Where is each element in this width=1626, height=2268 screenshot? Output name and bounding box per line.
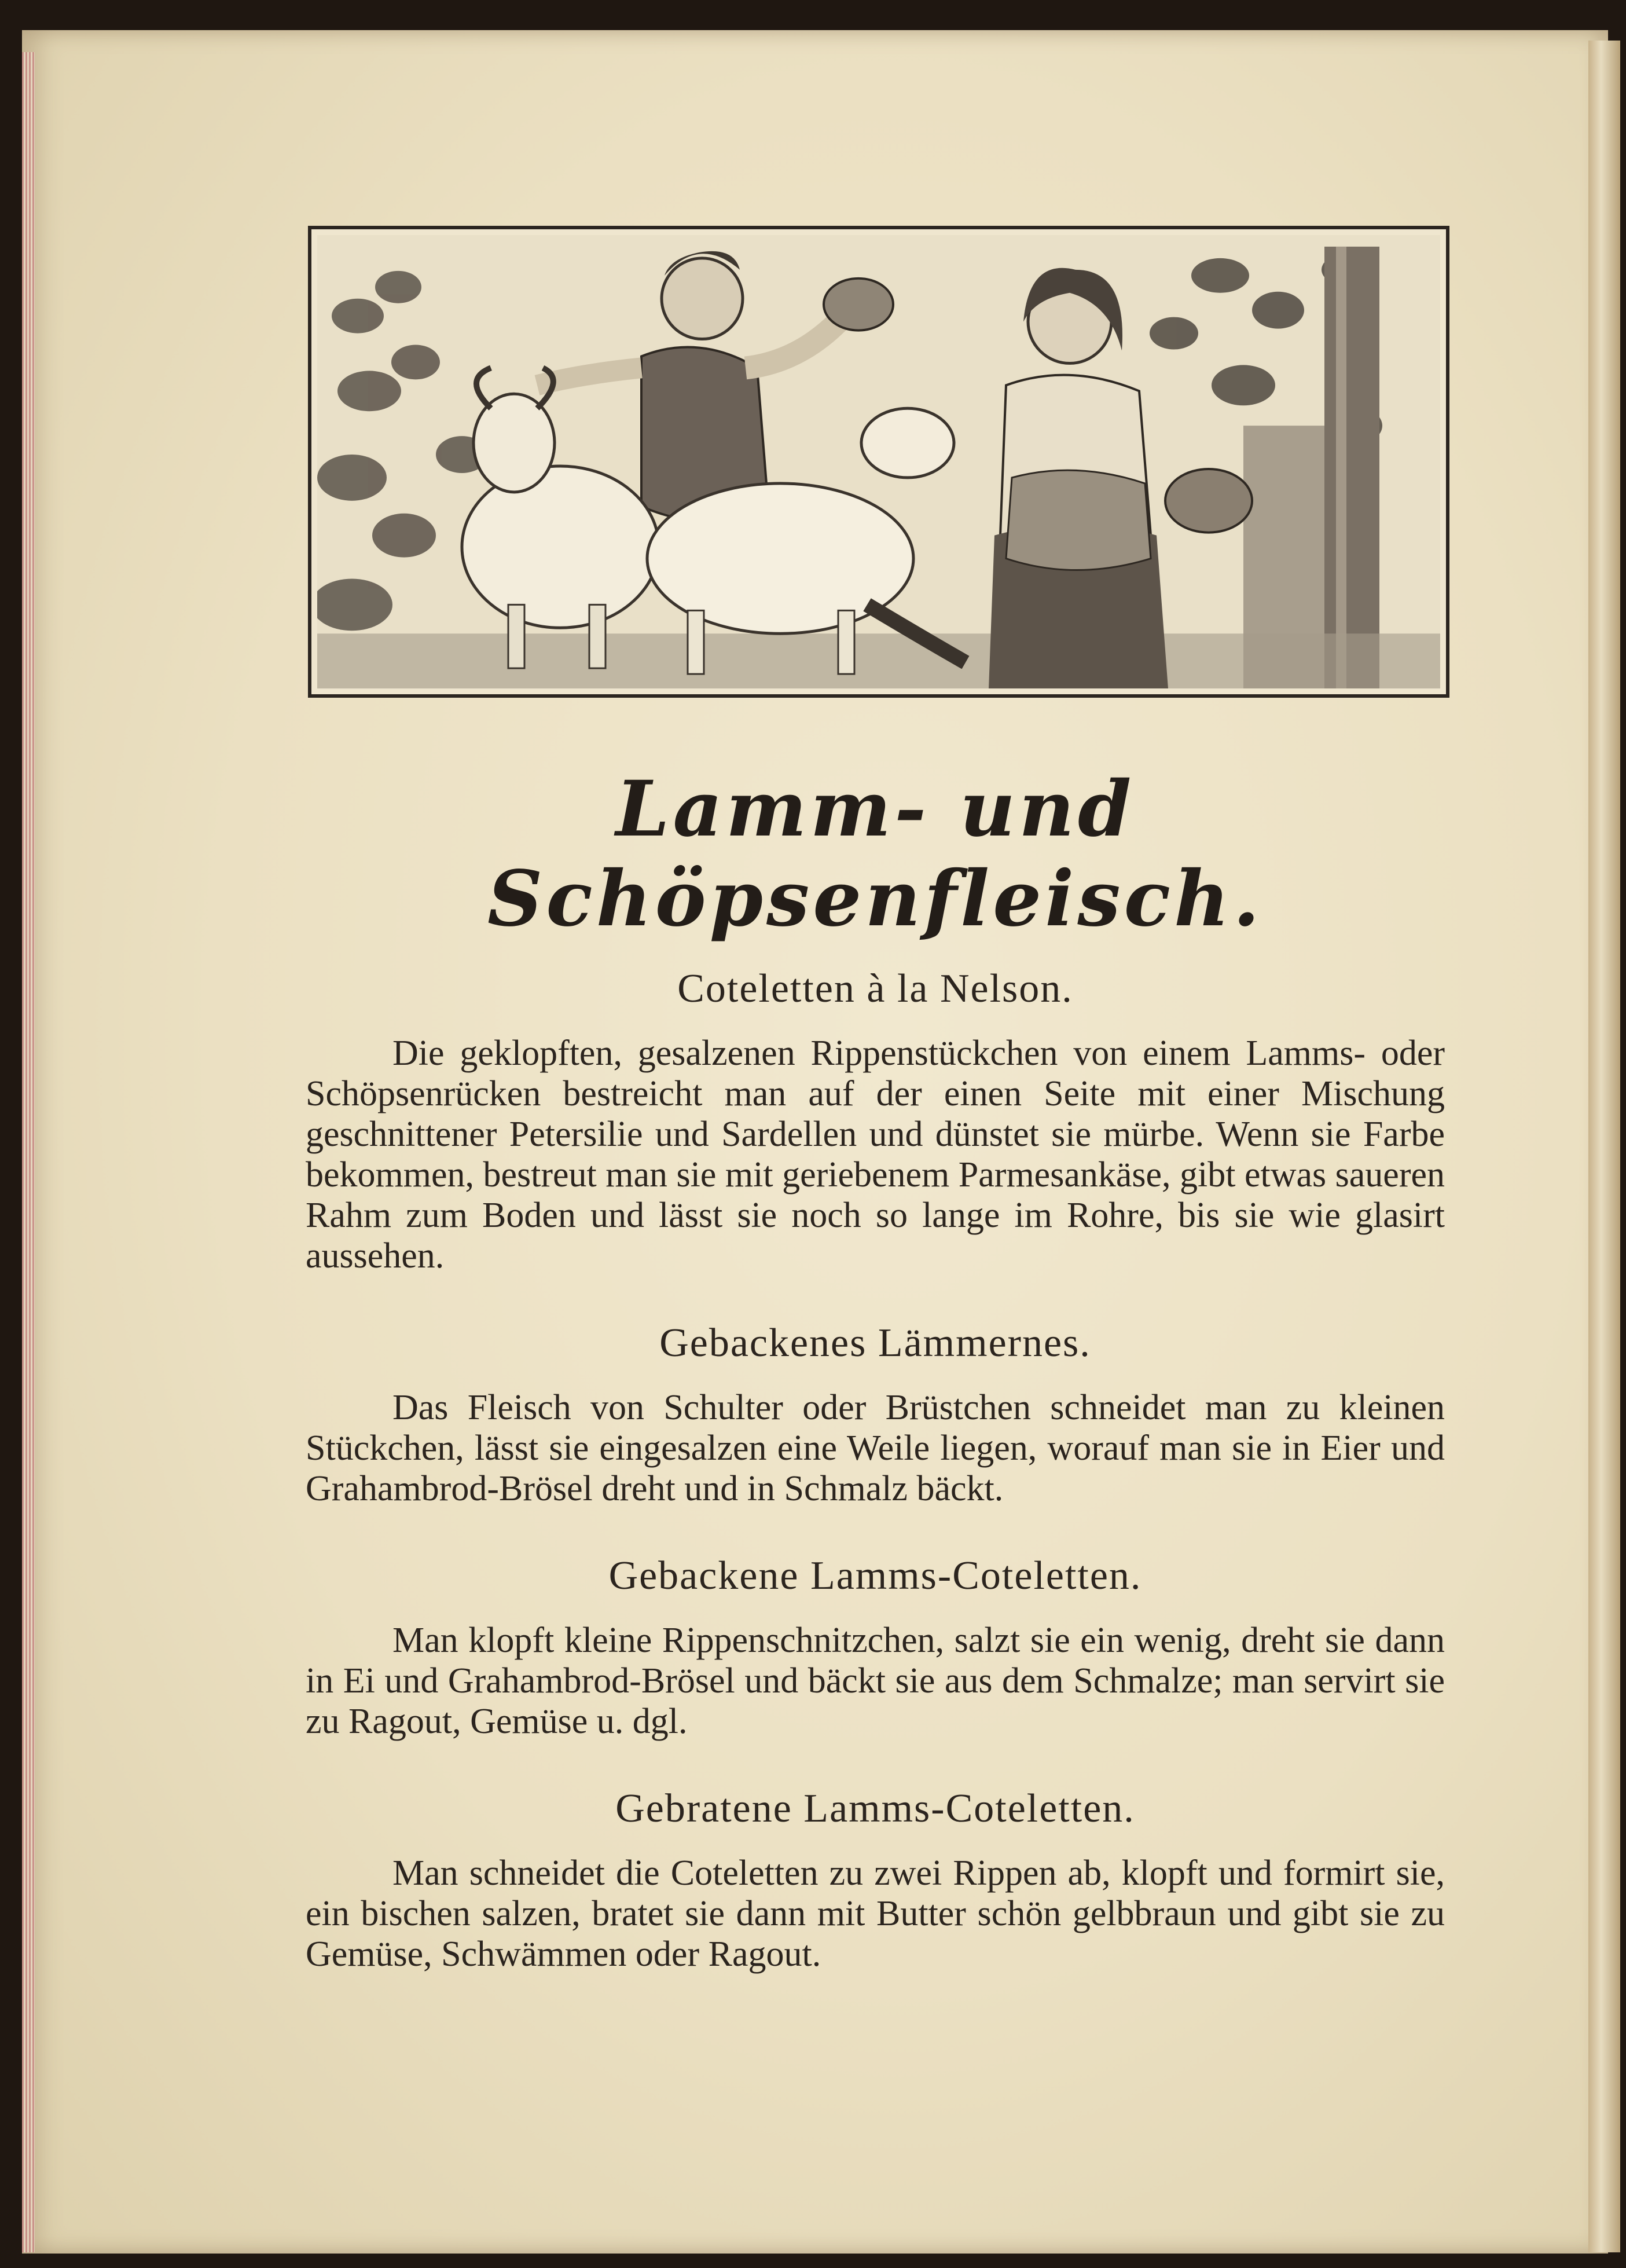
recipe-title: Coteletten à la Nelson. <box>677 966 1073 1011</box>
recipe-body: Man schneidet die Coteletten zu zwei Rippen ab, klopft und formirt sie, ein bischen salzen, bratet sie dann mit Butter schön gelbbraun und gibt sie zu Gemüse, Schwämmen oder Ragout. <box>306 1853 1445 1974</box>
recipe-4 <box>306 1786 1445 1974</box>
recipe-body: Das Fleisch von Schulter oder Brüstchen schneidet man zu kleinen Stückchen, lässt sie eingesalzen eine Weile liegen, worauf man sie in Eier und Grahambrod-Brösel dreht und in Schmalz bäckt. <box>306 1388 1445 1508</box>
recipe-title: Gebackene Lamms-Coteletten. <box>608 1553 1142 1598</box>
text-column <box>306 764 1445 2018</box>
recipe-title: Gebratene Lamms-Coteletten. <box>615 1786 1135 1831</box>
recipe-body: Die geklopften, gesalzenen Rippenstückchen von einem Lamms- oder Schöpsenrücken bestreicht man auf der einen Seite mit einer Mischung geschnittener Petersilie und Sardellen und dünstet sie mürbe. Wenn sie Farbe bekommen, bestreut man sie mit geriebenem Parmesankäse, gibt etwas saueren Rahm zum Boden und lässt sie noch so lange im Rohre, bis sie wie glasirt aussehen. <box>306 1034 1445 1276</box>
recipe-2 <box>306 1320 1445 1509</box>
recipe-title: Gebackenes Lämmernes. <box>659 1321 1091 1365</box>
header-illustration <box>308 226 1449 698</box>
engraving-children-lambs <box>317 235 1440 688</box>
page-edge-right <box>1588 41 1620 2252</box>
recipe-3 <box>306 1553 1445 1742</box>
chapter-title: Lamm- und Schöpsenfleisch. <box>487 764 1263 944</box>
page-edge-left <box>22 52 35 2252</box>
recipe-1 <box>306 966 1445 1276</box>
recipe-body: Man klopft kleine Rippenschnitzchen, salzt sie ein wenig, dreht sie dann in Ei und Grahambrod-Brösel und bäckt sie aus dem Schmalze; man servirt sie zu Ragout, Gemüse u. dgl. <box>306 1621 1445 1741</box>
